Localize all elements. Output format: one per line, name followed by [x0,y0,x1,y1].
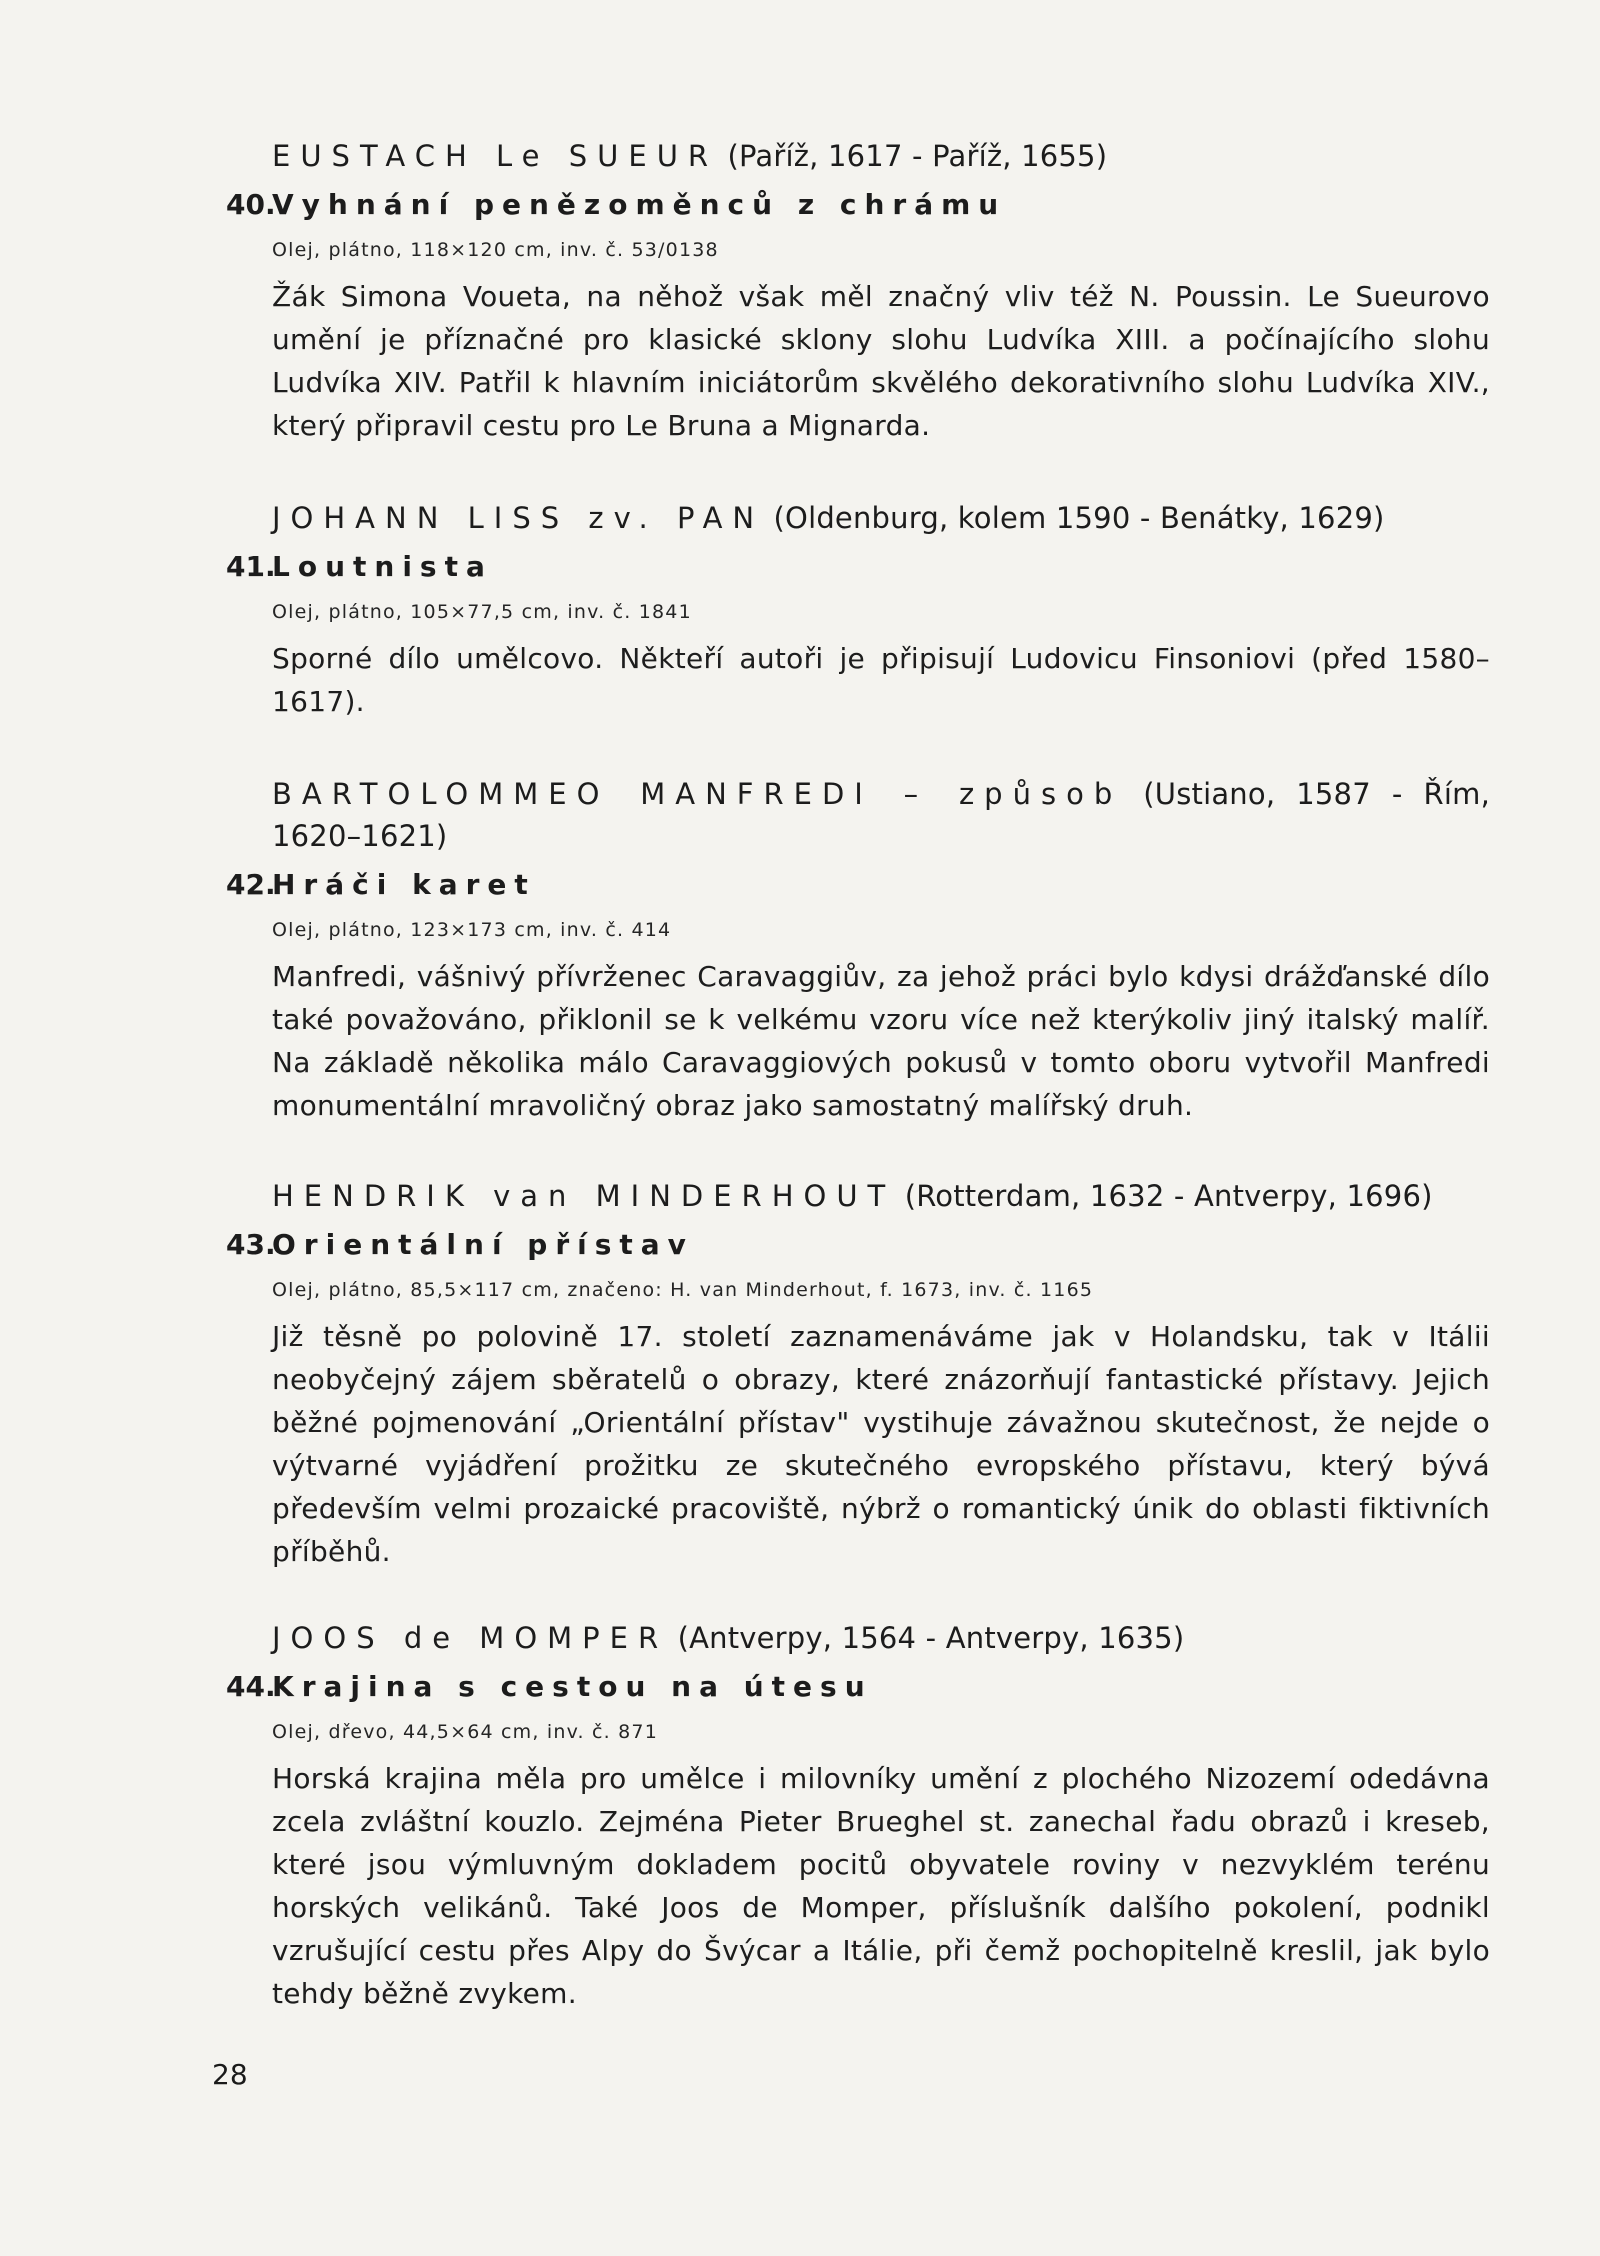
artwork-metadata: Olej, plátno, 105×77,5 cm, inv. č. 1841 [272,601,692,623]
catalog-entry-43 [226,1175,1490,1573]
artist-name: EUSTACH Le SUEUR [272,139,719,173]
artwork-title: Krajina s cestou na útesu [272,1670,873,1703]
artwork-metadata: Olej, plátno, 85,5×117 cm, značeno: H. van Minderhout, f. 1673, inv. č. 1165 [272,1279,1094,1301]
artist-heading [272,1175,1490,1217]
artwork-title: Vyhnání penězoměnců z chrámu [272,188,1007,221]
artwork-metadata: Olej, plátno, 123×173 cm, inv. č. 414 [272,919,672,941]
page-number: 28 [212,2058,248,2091]
artwork-description: Sporné dílo umělcovo. Někteří autoři je připisují Ludovicu Finsoniovi (před 1580–1617). [272,642,1490,718]
artist-heading [272,497,1490,539]
catalog-number: 42. [226,868,276,901]
catalog-number: 41. [226,550,276,583]
artwork-title-row [226,863,1490,909]
artwork-title-row [226,1665,1490,1711]
artwork-title: Orientální přístav [272,1228,694,1261]
artist-dates: (Antverpy, 1564 - Antverpy, 1635) [677,1621,1185,1655]
artist-name: JOHANN LISS zv. PAN [272,501,765,535]
artist-name: JOOS de MOMPER [272,1621,669,1655]
artwork-title-row [226,1223,1490,1269]
artist-dates: (Paříž, 1617 - Paříž, 1655) [727,139,1108,173]
artwork-description: Již těsně po polovině 17. století zaznamenáváme jak v Holandsku, tak v Itálii neobyčejný zájem sběratelů o obrazy, které znázorňují fantastické přístavy. Jejich běžné pojmenování „Orientální přístav" vystihuje závažnou skutečnost, že nejde o výtvarné vyjádření prožitku ze skutečného evropského přístavu, který bývá především velmi prozaické pracoviště, nýbrž o romantický únik do oblasti fiktivních příběhů. [272,1320,1490,1568]
artwork-description: Žák Simona Voueta, na něhož však měl značný vliv též N. Poussin. Le Sueurovo umění je příznačné pro klasické sklony slohu Ludvíka XIII. a počínajícího slohu Ludvíka XIV. Patřil k hlavním iniciátorům skvělého dekorativního slohu Ludvíka XIV., který připravil cestu pro Le Bruna a Mignarda. [272,280,1490,442]
artwork-title: Loutnista [272,550,493,583]
catalog-number: 40. [226,188,276,221]
catalog-entry-44 [226,1617,1490,2015]
artwork-metadata: Olej, dřevo, 44,5×64 cm, inv. č. 871 [272,1721,659,1743]
artist-name: BARTOLOMMEO MANFREDI – způsob [272,777,1123,811]
artist-name: HENDRIK van MINDERHOUT [272,1179,896,1213]
artist-heading [272,773,1490,857]
artwork-metadata: Olej, plátno, 118×120 cm, inv. č. 53/0138 [272,239,719,261]
artist-heading [272,135,1490,177]
artist-dates: (Oldenburg, kolem 1590 - Benátky, 1629) [773,501,1385,535]
catalog-entry-40 [226,135,1490,447]
artwork-title-row [226,183,1490,229]
artist-dates: (Ustiano, 1587 - Řím, 1620–1621) [272,777,1490,853]
artwork-description: Horská krajina měla pro umělce i milovníky umění z plochého Nizozemí odedávna zcela zvláštní kouzlo. Zejména Pieter Brueghel st. zanechal řadu obrazů i kreseb, které jsou výmluvným dokladem pocitů obyvatele roviny v nezvyklém terénu horských velikánů. Také Joos de Momper, příslušník dalšího pokolení, podnikl vzrušující cestu přes Alpy do Švýcar a Itálie, při čemž pochopitelně kreslil, jak bylo tehdy běžně zvykem. [272,1762,1490,2010]
catalog-entry-41 [226,497,1490,723]
catalog-number: 43. [226,1228,276,1261]
catalog-entry-42 [226,773,1490,1127]
catalog-number: 44. [226,1670,276,1703]
artist-dates: (Rotterdam, 1632 - Antverpy, 1696) [904,1179,1433,1213]
artwork-description: Manfredi, vášnivý přívrženec Caravaggiův, za jehož práci bylo kdysi drážďanské dílo také považováno, přiklonil se k velkému vzoru více než kterýkoliv jiný italský malíř. Na základě několika málo Caravaggiových pokusů v tomto oboru vytvořil Manfredi monumentální mravoličný obraz jako samostatný malířský druh. [272,960,1490,1122]
artwork-title: Hráči karet [272,868,536,901]
artwork-title-row [226,545,1490,591]
artist-heading [272,1617,1490,1659]
